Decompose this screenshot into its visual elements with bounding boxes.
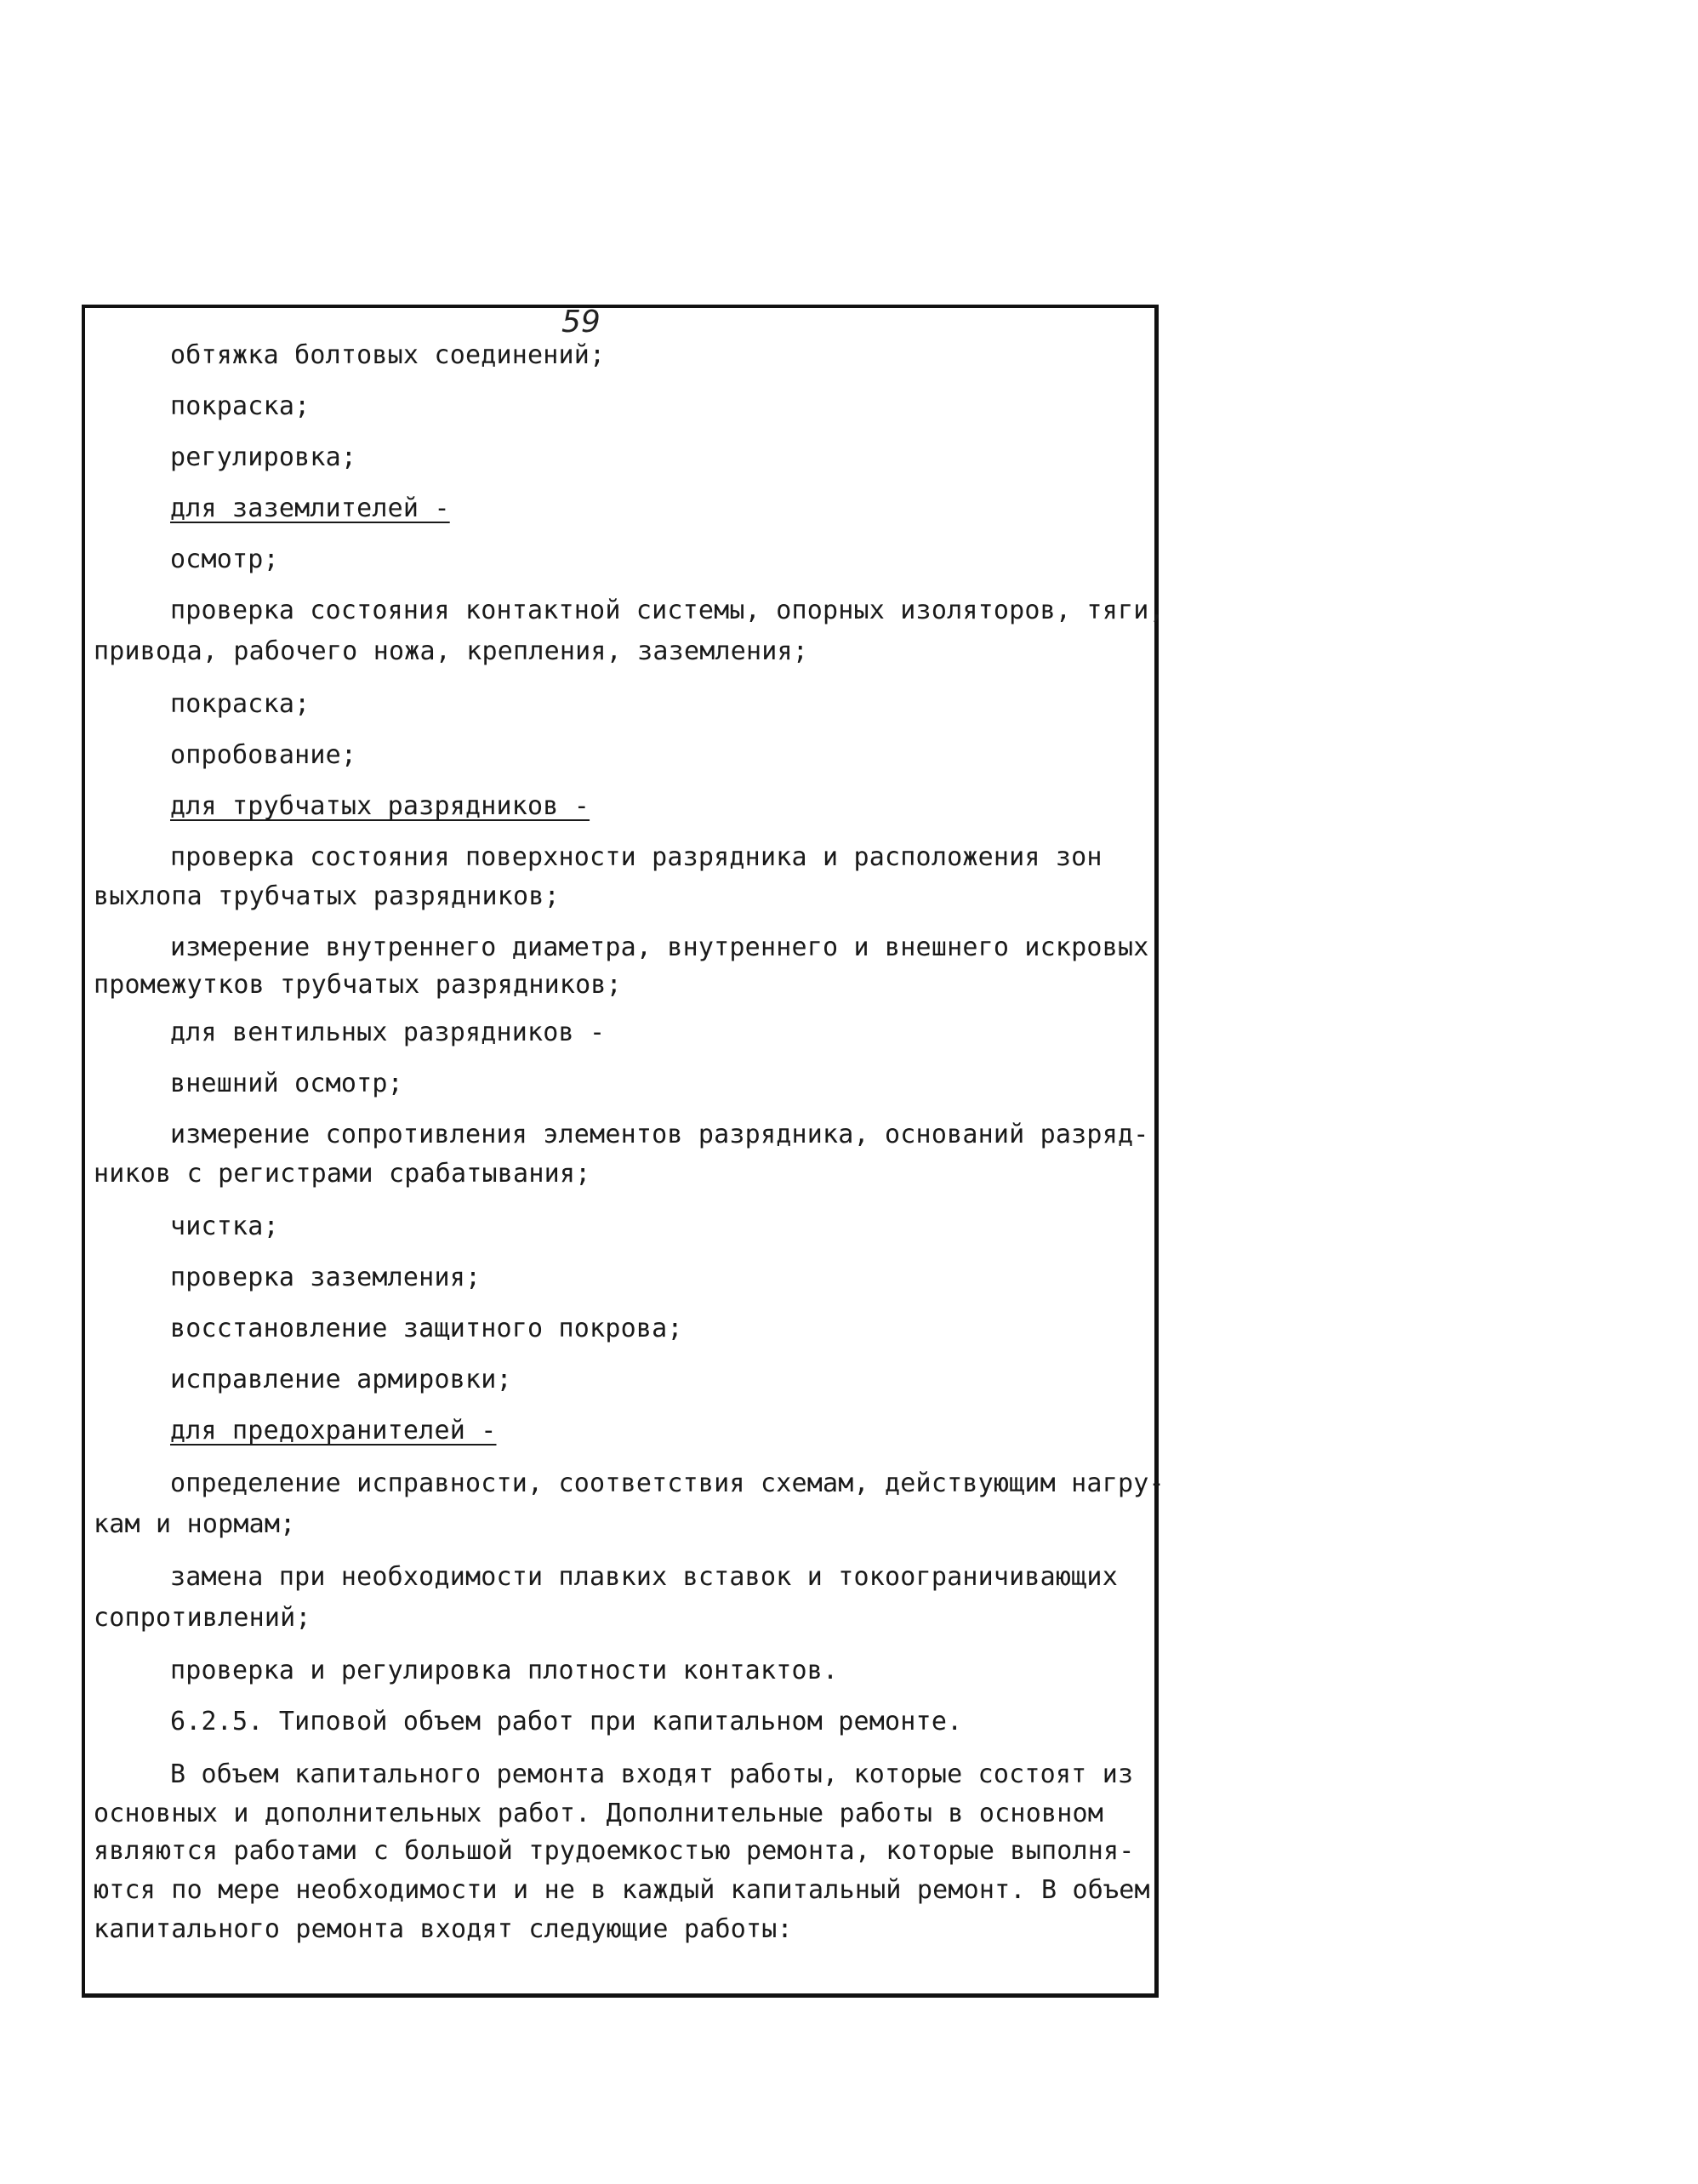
text-line: опробование; <box>170 740 357 770</box>
text-line: капитального ремонта входят следующие работы: <box>94 1914 793 1944</box>
text-line: ников с регистрами срабатывания; <box>94 1159 591 1189</box>
text-line: проверка состояния контактной системы, опорных изоляторов, тяги, <box>170 596 1165 625</box>
text-line: чистка; <box>170 1212 279 1241</box>
text-line: основных и дополнительных работ. Дополнительные работы в основном <box>94 1799 1103 1828</box>
text-line: привода, рабочего ножа, крепления, заземления; <box>94 636 809 666</box>
text-line: покраска; <box>170 391 311 421</box>
text-line: проверка заземления; <box>170 1263 481 1292</box>
text-line: ются по мере необходимости и не в каждый капитальный ремонт. В объем <box>94 1875 1150 1905</box>
section-heading: для трубчатых разрядников - <box>170 791 590 821</box>
text-line: замена при необходимости плавких вставок и токоограничивающих <box>170 1562 1118 1592</box>
text-line: определение исправности, соответствия схемам, действующим нагру- <box>170 1468 1165 1498</box>
text-line: покраска; <box>170 689 311 719</box>
section-heading: для вентильных разрядников - <box>170 1018 606 1047</box>
text-line: регулировка; <box>170 442 357 472</box>
text-line: являются работами с большой трудоемкостью ремонта, которые выполня- <box>94 1836 1135 1866</box>
text-line: измерение сопротивления элементов разрядника, оснований разряд- <box>170 1120 1149 1149</box>
text-line: исправление армировки; <box>170 1365 512 1394</box>
text-line: измерение внутреннего диаметра, внутреннего и внешнего искровых <box>170 932 1149 962</box>
text-line: проверка состояния поверхности разрядника и расположения зон <box>170 842 1103 872</box>
section-heading: для предохранителей - <box>170 1416 497 1446</box>
text-line: 6.2.5. Типовой объем работ при капитальном ремонте. <box>170 1707 963 1736</box>
text-line: промежутков трубчатых разрядников; <box>94 970 622 1000</box>
text-line: осмотр; <box>170 545 279 574</box>
page-number: 59 <box>561 305 601 339</box>
text-line: выхлопа трубчатых разрядников; <box>94 881 560 911</box>
section-heading: для заземлителей - <box>170 493 450 523</box>
text-line: сопротивлений; <box>94 1603 311 1633</box>
text-line: В объем капитального ремонта входят работы, которые состоят из <box>170 1759 1134 1789</box>
text-line: восстановление защитного покрова; <box>170 1314 683 1343</box>
text-line: кам и нормам; <box>94 1509 296 1539</box>
text-line: внешний осмотр; <box>170 1069 403 1098</box>
text-line: обтяжка болтовых соединений; <box>170 340 606 370</box>
text-line: проверка и регулировка плотности контактов. <box>170 1656 839 1685</box>
